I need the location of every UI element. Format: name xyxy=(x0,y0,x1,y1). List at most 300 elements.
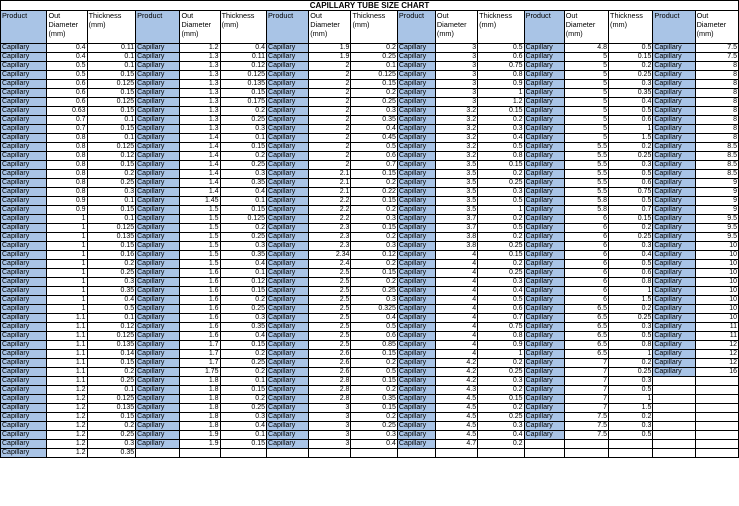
product-cell: Capillary xyxy=(1,197,47,206)
product-cell: Capillary xyxy=(1,395,47,404)
diameter-cell: 1 xyxy=(47,251,87,260)
product-cell: Capillary xyxy=(524,359,564,368)
diameter-cell: 1.2 xyxy=(47,431,87,440)
product-cell: Capillary xyxy=(267,242,309,251)
thickness-cell: 0.15 xyxy=(87,125,136,134)
diameter-cell: 3 xyxy=(309,431,351,440)
thickness-cell: 0.125 xyxy=(87,98,136,107)
thickness-cell: 0.4 xyxy=(220,332,266,341)
diameter-cell: 0.6 xyxy=(47,98,87,107)
thickness-cell: 0.35 xyxy=(220,179,266,188)
thickness-cell: 0.15 xyxy=(87,161,136,170)
product-cell: Capillary xyxy=(1,359,47,368)
product-cell: Capillary xyxy=(1,224,47,233)
thickness-cell: 0.15 xyxy=(609,215,653,224)
diameter-cell: 3.5 xyxy=(435,170,477,179)
table-row xyxy=(1,98,739,107)
product-cell: Capillary xyxy=(267,53,309,62)
diameter-cell: 2.8 xyxy=(309,395,351,404)
header-product: Product xyxy=(267,11,309,44)
thickness-cell: 0.125 xyxy=(87,143,136,152)
diameter-cell: 1.5 xyxy=(180,242,220,251)
table-row xyxy=(1,359,739,368)
thickness-cell: 0.9 xyxy=(478,341,524,350)
diameter-cell: 5 xyxy=(564,62,608,71)
empty-cell xyxy=(695,449,738,458)
diameter-cell: 4 xyxy=(435,341,477,350)
product-cell: Capillary xyxy=(136,71,180,80)
thickness-cell: 0.135 xyxy=(220,80,266,89)
product-cell: Capillary xyxy=(136,422,180,431)
product-cell: Capillary xyxy=(524,188,564,197)
product-cell: Capillary xyxy=(397,260,435,269)
product-cell: Capillary xyxy=(397,440,435,449)
thickness-cell: 0.35 xyxy=(351,116,397,125)
product-cell: Capillary xyxy=(524,341,564,350)
thickness-cell: 0.15 xyxy=(87,89,136,98)
empty-cell xyxy=(653,413,695,422)
product-cell: Capillary xyxy=(653,314,695,323)
diameter-cell: 1.3 xyxy=(180,80,220,89)
diameter-cell: 1.2 xyxy=(47,395,87,404)
product-cell: Capillary xyxy=(136,404,180,413)
product-cell: Capillary xyxy=(1,188,47,197)
product-cell: Capillary xyxy=(1,332,47,341)
diameter-cell: 7 xyxy=(564,395,608,404)
product-cell: Capillary xyxy=(136,206,180,215)
thickness-cell: 0.3 xyxy=(351,296,397,305)
thickness-cell: 0.45 xyxy=(351,134,397,143)
thickness-cell: 0.15 xyxy=(220,440,266,449)
product-cell: Capillary xyxy=(524,287,564,296)
diameter-cell: 3 xyxy=(435,89,477,98)
thickness-cell: 0.8 xyxy=(609,341,653,350)
thickness-cell: 0.3 xyxy=(609,161,653,170)
thickness-cell: 0.3 xyxy=(87,278,136,287)
thickness-cell: 0.35 xyxy=(351,395,397,404)
product-cell: Capillary xyxy=(653,206,695,215)
product-cell: Capillary xyxy=(1,143,47,152)
thickness-cell: 0.2 xyxy=(609,305,653,314)
product-cell: Capillary xyxy=(1,53,47,62)
product-cell: Capillary xyxy=(397,422,435,431)
thickness-cell: 0.1 xyxy=(87,386,136,395)
thickness-cell: 0.2 xyxy=(351,179,397,188)
thickness-cell: 0.16 xyxy=(87,251,136,260)
product-cell: Capillary xyxy=(653,152,695,161)
diameter-cell: 1.5 xyxy=(180,206,220,215)
diameter-cell: 4.5 xyxy=(435,422,477,431)
thickness-cell: 0.4 xyxy=(478,431,524,440)
diameter-cell: 1.3 xyxy=(180,89,220,98)
product-cell: Capillary xyxy=(267,71,309,80)
thickness-cell: 0.15 xyxy=(220,143,266,152)
diameter-cell: 0.9 xyxy=(47,197,87,206)
diameter-cell: 4.8 xyxy=(564,44,608,53)
diameter-cell: 1.6 xyxy=(180,269,220,278)
header-out-diameter: Out Diameter (mm) xyxy=(180,11,220,44)
diameter-cell: 4.7 xyxy=(435,440,477,449)
thickness-cell: 1.2 xyxy=(478,98,524,107)
product-cell: Capillary xyxy=(397,296,435,305)
product-cell: Capillary xyxy=(653,233,695,242)
diameter-cell: 5.5 xyxy=(564,188,608,197)
product-cell: Capillary xyxy=(1,377,47,386)
product-cell: Capillary xyxy=(1,350,47,359)
diameter-cell: 3.5 xyxy=(435,206,477,215)
product-cell: Capillary xyxy=(653,107,695,116)
product-cell: Capillary xyxy=(397,359,435,368)
thickness-cell: 0.4 xyxy=(87,296,136,305)
diameter-cell: 5 xyxy=(564,125,608,134)
product-cell: Capillary xyxy=(397,116,435,125)
product-cell: Capillary xyxy=(267,359,309,368)
table-row xyxy=(1,224,739,233)
diameter-cell: 1.9 xyxy=(309,44,351,53)
thickness-cell: 0.25 xyxy=(87,179,136,188)
thickness-cell: 0.125 xyxy=(351,71,397,80)
diameter-cell: 2.34 xyxy=(309,251,351,260)
product-cell: Capillary xyxy=(524,269,564,278)
product-cell: Capillary xyxy=(653,44,695,53)
product-cell: Capillary xyxy=(267,350,309,359)
diameter-cell: 8.5 xyxy=(695,143,738,152)
diameter-cell: 3 xyxy=(435,71,477,80)
product-cell: Capillary xyxy=(267,170,309,179)
diameter-cell: 6 xyxy=(564,242,608,251)
diameter-cell: 4.2 xyxy=(435,377,477,386)
diameter-cell: 1.5 xyxy=(180,233,220,242)
thickness-cell: 0.25 xyxy=(609,368,653,377)
product-cell: Capillary xyxy=(397,395,435,404)
thickness-cell: 0.7 xyxy=(609,206,653,215)
diameter-cell: 1.9 xyxy=(309,53,351,62)
diameter-cell: 6.5 xyxy=(564,341,608,350)
product-cell: Capillary xyxy=(653,269,695,278)
diameter-cell: 7.5 xyxy=(564,422,608,431)
thickness-cell: 0.2 xyxy=(87,368,136,377)
product-cell: Capillary xyxy=(397,170,435,179)
diameter-cell: 1 xyxy=(47,260,87,269)
thickness-cell: 0.125 xyxy=(87,395,136,404)
thickness-cell: 0.15 xyxy=(351,170,397,179)
product-cell: Capillary xyxy=(397,305,435,314)
diameter-cell: 0.9 xyxy=(47,206,87,215)
thickness-cell: 0.2 xyxy=(87,170,136,179)
product-cell: Capillary xyxy=(267,269,309,278)
product-cell: Capillary xyxy=(397,89,435,98)
diameter-cell: 6 xyxy=(564,278,608,287)
header-product: Product xyxy=(1,11,47,44)
thickness-cell: 0.35 xyxy=(87,449,136,458)
product-cell: Capillary xyxy=(397,224,435,233)
header-thickness: Thickness (mm) xyxy=(478,11,524,44)
thickness-cell: 0.2 xyxy=(478,215,524,224)
diameter-cell: 2.4 xyxy=(309,260,351,269)
thickness-cell: 0.5 xyxy=(609,332,653,341)
product-cell: Capillary xyxy=(136,233,180,242)
diameter-cell: 1.6 xyxy=(180,287,220,296)
thickness-cell: 0.2 xyxy=(351,386,397,395)
diameter-cell: 3 xyxy=(435,62,477,71)
empty-cell xyxy=(695,413,738,422)
diameter-cell: 8 xyxy=(695,98,738,107)
thickness-cell: 0.2 xyxy=(351,359,397,368)
product-cell: Capillary xyxy=(1,422,47,431)
product-cell: Capillary xyxy=(653,98,695,107)
diameter-cell: 6 xyxy=(564,269,608,278)
diameter-cell: 1 xyxy=(47,296,87,305)
diameter-cell: 5.5 xyxy=(564,161,608,170)
product-cell: Capillary xyxy=(524,377,564,386)
thickness-cell: 0.2 xyxy=(351,89,397,98)
diameter-cell: 5.8 xyxy=(564,206,608,215)
diameter-cell: 2.5 xyxy=(309,278,351,287)
thickness-cell: 0.3 xyxy=(351,431,397,440)
product-cell: Capillary xyxy=(653,134,695,143)
thickness-cell: 0.25 xyxy=(478,242,524,251)
diameter-cell: 3.2 xyxy=(435,116,477,125)
diameter-cell: 10 xyxy=(695,251,738,260)
thickness-cell: 0.22 xyxy=(351,188,397,197)
diameter-cell: 1.3 xyxy=(180,62,220,71)
chart-title: CAPILLARY TUBE SIZE CHART xyxy=(0,0,739,10)
diameter-cell: 7 xyxy=(564,368,608,377)
thickness-cell: 0.1 xyxy=(87,62,136,71)
thickness-cell: 0.25 xyxy=(220,404,266,413)
diameter-cell: 2.5 xyxy=(309,269,351,278)
product-cell: Capillary xyxy=(524,71,564,80)
diameter-cell: 3.8 xyxy=(435,242,477,251)
product-cell: Capillary xyxy=(397,188,435,197)
product-cell: Capillary xyxy=(136,386,180,395)
diameter-cell: 8 xyxy=(695,62,738,71)
product-cell: Capillary xyxy=(136,224,180,233)
thickness-cell: 0.15 xyxy=(351,404,397,413)
diameter-cell: 10 xyxy=(695,287,738,296)
product-cell: Capillary xyxy=(653,323,695,332)
diameter-cell: 10 xyxy=(695,296,738,305)
product-cell: Capillary xyxy=(1,242,47,251)
product-cell: Capillary xyxy=(136,431,180,440)
diameter-cell: 1.6 xyxy=(180,296,220,305)
thickness-cell: 0.325 xyxy=(351,305,397,314)
thickness-cell: 0.4 xyxy=(351,440,397,449)
thickness-cell: 0.3 xyxy=(609,242,653,251)
empty-cell xyxy=(695,422,738,431)
table-row xyxy=(1,80,739,89)
diameter-cell: 1.6 xyxy=(180,332,220,341)
thickness-cell: 0.3 xyxy=(478,278,524,287)
table-row xyxy=(1,125,739,134)
thickness-cell: 0.2 xyxy=(351,260,397,269)
empty-cell xyxy=(609,440,653,449)
diameter-cell: 1.5 xyxy=(180,251,220,260)
diameter-cell: 8.5 xyxy=(695,161,738,170)
thickness-cell: 0.75 xyxy=(609,188,653,197)
product-cell: Capillary xyxy=(397,179,435,188)
thickness-cell: 1 xyxy=(609,395,653,404)
thickness-cell: 0.15 xyxy=(351,350,397,359)
thickness-cell: 0.1 xyxy=(87,53,136,62)
product-cell: Capillary xyxy=(267,440,309,449)
product-cell: Capillary xyxy=(397,152,435,161)
diameter-cell: 6 xyxy=(564,224,608,233)
product-cell: Capillary xyxy=(397,377,435,386)
diameter-cell: 2 xyxy=(309,89,351,98)
thickness-cell: 0.8 xyxy=(609,278,653,287)
diameter-cell: 2.3 xyxy=(309,224,351,233)
table-row xyxy=(1,350,739,359)
product-cell: Capillary xyxy=(267,422,309,431)
header-product: Product xyxy=(397,11,435,44)
thickness-cell: 0.15 xyxy=(87,107,136,116)
diameter-cell: 3 xyxy=(309,440,351,449)
table-row xyxy=(1,179,739,188)
diameter-cell: 4 xyxy=(435,305,477,314)
product-cell: Capillary xyxy=(267,134,309,143)
thickness-cell: 0.14 xyxy=(87,350,136,359)
diameter-cell: 0.8 xyxy=(47,179,87,188)
product-cell: Capillary xyxy=(1,98,47,107)
thickness-cell: 0.25 xyxy=(609,233,653,242)
thickness-cell: 0.125 xyxy=(220,71,266,80)
thickness-cell: 0.15 xyxy=(220,89,266,98)
diameter-cell: 1.2 xyxy=(180,44,220,53)
product-cell: Capillary xyxy=(136,152,180,161)
diameter-cell: 3 xyxy=(435,44,477,53)
diameter-cell: 4 xyxy=(435,251,477,260)
empty-cell xyxy=(695,377,738,386)
thickness-cell: 0.25 xyxy=(609,314,653,323)
diameter-cell: 1 xyxy=(47,287,87,296)
thickness-cell: 1 xyxy=(609,287,653,296)
diameter-cell: 3.5 xyxy=(435,188,477,197)
diameter-cell: 2.5 xyxy=(309,323,351,332)
product-cell: Capillary xyxy=(397,413,435,422)
product-cell: Capillary xyxy=(524,215,564,224)
diameter-cell: 2.8 xyxy=(309,377,351,386)
product-cell: Capillary xyxy=(267,278,309,287)
thickness-cell: 0.3 xyxy=(609,422,653,431)
product-cell: Capillary xyxy=(267,161,309,170)
diameter-cell: 1 xyxy=(47,233,87,242)
diameter-cell: 4.5 xyxy=(435,395,477,404)
thickness-cell: 0.25 xyxy=(609,152,653,161)
diameter-cell: 2.1 xyxy=(309,170,351,179)
thickness-cell: 0.3 xyxy=(351,215,397,224)
thickness-cell: 0.2 xyxy=(87,422,136,431)
thickness-cell: 0.25 xyxy=(220,233,266,242)
product-cell: Capillary xyxy=(653,242,695,251)
product-cell: Capillary xyxy=(136,305,180,314)
table-row xyxy=(1,197,739,206)
thickness-cell: 0.1 xyxy=(220,134,266,143)
thickness-cell: 0.25 xyxy=(478,413,524,422)
diameter-cell: 3.7 xyxy=(435,215,477,224)
diameter-cell: 3 xyxy=(309,413,351,422)
diameter-cell: 5 xyxy=(564,53,608,62)
diameter-cell: 10 xyxy=(695,278,738,287)
table-row xyxy=(1,368,739,377)
empty-cell xyxy=(309,449,351,458)
product-cell: Capillary xyxy=(136,350,180,359)
diameter-cell: 4.2 xyxy=(435,359,477,368)
product-cell: Capillary xyxy=(1,440,47,449)
thickness-cell: 0.35 xyxy=(609,89,653,98)
product-cell: Capillary xyxy=(267,44,309,53)
diameter-cell: 4 xyxy=(435,296,477,305)
thickness-cell: 0.6 xyxy=(609,179,653,188)
diameter-cell: 5.8 xyxy=(564,197,608,206)
thickness-cell: 0.15 xyxy=(351,197,397,206)
diameter-cell: 1 xyxy=(47,269,87,278)
product-cell: Capillary xyxy=(1,278,47,287)
diameter-cell: 1 xyxy=(47,215,87,224)
diameter-cell: 10 xyxy=(695,260,738,269)
thickness-cell: 0.5 xyxy=(478,197,524,206)
table-row xyxy=(1,134,739,143)
product-cell: Capillary xyxy=(1,323,47,332)
diameter-cell: 1.5 xyxy=(180,215,220,224)
diameter-cell: 2 xyxy=(309,107,351,116)
thickness-cell: 0.25 xyxy=(351,422,397,431)
thickness-cell: 0.1 xyxy=(220,197,266,206)
diameter-cell: 1 xyxy=(47,305,87,314)
thickness-cell: 1 xyxy=(478,350,524,359)
product-cell: Capillary xyxy=(653,296,695,305)
table-row xyxy=(1,449,739,458)
table-row xyxy=(1,170,739,179)
diameter-cell: 1.4 xyxy=(180,161,220,170)
empty-cell xyxy=(653,377,695,386)
product-cell: Capillary xyxy=(267,341,309,350)
product-cell: Capillary xyxy=(136,143,180,152)
diameter-cell: 0.63 xyxy=(47,107,87,116)
thickness-cell: 0.6 xyxy=(609,116,653,125)
diameter-cell: 2.5 xyxy=(309,296,351,305)
diameter-cell: 1.2 xyxy=(47,386,87,395)
diameter-cell: 1.3 xyxy=(180,125,220,134)
product-cell: Capillary xyxy=(267,98,309,107)
diameter-cell: 3.2 xyxy=(435,134,477,143)
table-row xyxy=(1,260,739,269)
diameter-cell: 7.5 xyxy=(564,431,608,440)
thickness-cell: 0.2 xyxy=(478,386,524,395)
table-row xyxy=(1,242,739,251)
product-cell: Capillary xyxy=(267,332,309,341)
thickness-cell: 0.2 xyxy=(87,260,136,269)
thickness-cell: 0.75 xyxy=(478,323,524,332)
product-cell: Capillary xyxy=(1,413,47,422)
diameter-cell: 6 xyxy=(564,233,608,242)
product-cell: Capillary xyxy=(136,251,180,260)
product-cell: Capillary xyxy=(1,134,47,143)
product-cell: Capillary xyxy=(653,359,695,368)
thickness-cell: 0.3 xyxy=(87,440,136,449)
diameter-cell: 3.5 xyxy=(435,179,477,188)
thickness-cell: 0.2 xyxy=(609,413,653,422)
product-cell: Capillary xyxy=(653,368,695,377)
thickness-cell: 0.25 xyxy=(87,269,136,278)
thickness-cell: 0.5 xyxy=(87,305,136,314)
product-cell: Capillary xyxy=(1,116,47,125)
product-cell: Capillary xyxy=(397,314,435,323)
product-cell: Capillary xyxy=(524,368,564,377)
product-cell: Capillary xyxy=(1,233,47,242)
product-cell: Capillary xyxy=(1,179,47,188)
diameter-cell: 5 xyxy=(564,116,608,125)
